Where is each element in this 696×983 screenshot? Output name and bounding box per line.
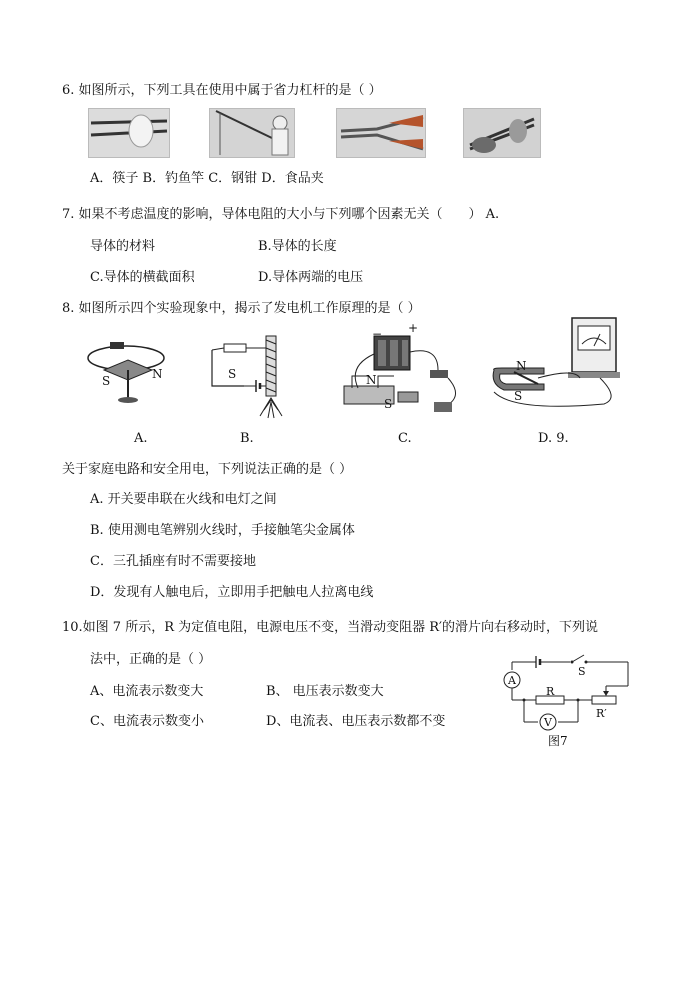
- q9-stem: 关于家庭电路和安全用电，下列说法正确的是（ ）: [62, 462, 353, 477]
- circuit-ammeter-label: A: [508, 674, 516, 687]
- q8-fig-b-s-label: S: [228, 367, 237, 381]
- q6-stem: 6. 如图所示，下列工具在使用中属于省力杠杆的是（ ）: [62, 83, 382, 98]
- fishing-rod-image-drawing: [210, 109, 294, 157]
- circuit-resistor-label: R: [546, 685, 555, 698]
- circuit-figure-7: [496, 652, 636, 746]
- chopsticks-image: [88, 108, 170, 158]
- q8-stem: 8. 如图所示四个实验现象中，揭示了发电机工作原理的是（ ）: [62, 301, 421, 316]
- q8-figure-b: [200, 330, 300, 420]
- circuit-voltmeter-label: V: [544, 716, 552, 729]
- q8-fig-c-s-label: S: [384, 397, 393, 411]
- food-tongs-image: [463, 108, 541, 158]
- q10-stem-line2: 法中，正确的是（ ）: [90, 652, 212, 667]
- q7-option-c: C.导体的横截面积: [90, 270, 195, 285]
- q9-option-d: D．发现有人触电后，立即用手把触电人拉离电线: [90, 585, 374, 600]
- q10-option-d: D、电流表、电压表示数都不变: [266, 714, 446, 729]
- q8-figure-a: [80, 330, 180, 410]
- q8-fig-c-n-label: N: [366, 373, 377, 387]
- q8-fig-a-s-label: S: [102, 374, 111, 388]
- q10-option-b: B、 电压表示数变大: [266, 684, 384, 699]
- q8-figure-c: [338, 326, 468, 420]
- circuit-rheostat-label: R′: [596, 707, 607, 720]
- electromagnet-figure: [200, 330, 300, 420]
- q9-option-b: B. 使用测电笔辨别火线时，手接触笔尖金属体: [90, 523, 355, 538]
- q8-label-d: D. 9.: [538, 431, 569, 446]
- q10-option-a: A、电流表示数变大: [90, 684, 204, 699]
- q8-label-b: B.: [240, 431, 254, 446]
- pliers-image-drawing: [337, 109, 425, 157]
- circuit-caption: 图7: [548, 734, 568, 748]
- q7-option-b: B.导体的长度: [258, 239, 337, 254]
- food-tongs-image-drawing: [464, 109, 540, 157]
- q8-fig-c-minus-label: −: [372, 327, 383, 341]
- pliers-image: [336, 108, 426, 158]
- q7-option-d: D.导体两端的电压: [258, 270, 364, 285]
- chopsticks-image-drawing: [89, 109, 169, 157]
- circuit-switch-label: S: [578, 665, 586, 678]
- fishing-rod-image: [209, 108, 295, 158]
- galvanometer-figure: [484, 312, 624, 412]
- q7-stem: 7. 如果不考虑温度的影响，导体电阻的大小与下列哪个因素无关（ ） A.: [62, 207, 500, 222]
- q8-fig-c-plus-label: +: [408, 321, 419, 335]
- q8-label-c: C.: [398, 431, 412, 446]
- q8-label-a: A.: [134, 431, 148, 446]
- q10-option-c: C、电流表示数变小: [90, 714, 204, 729]
- q8-fig-a-n-label: N: [152, 367, 163, 381]
- compass-wire-figure: [80, 330, 180, 410]
- q10-stem-line1: 10.如图 7 所示，R 为定值电阻，电源电压不变，当滑动变阻器 R′的滑片向右移动时，下列说: [62, 620, 599, 635]
- q8-fig-d-n-label: N: [516, 359, 527, 373]
- q9-option-a: A. 开关要串联在火线和电灯之间: [90, 492, 277, 507]
- q7-option-a: 导体的材料: [90, 239, 156, 254]
- q8-fig-d-s-label: S: [514, 389, 523, 403]
- circuit-diagram: [496, 652, 636, 746]
- q9-option-c: C．三孔插座有时不需要接地: [90, 554, 256, 569]
- motor-battery-figure: [338, 326, 468, 420]
- q6-options: A．筷子 B．钓鱼竿 C．钢钳 D．食品夹: [90, 171, 324, 186]
- q8-figure-d: [484, 312, 624, 412]
